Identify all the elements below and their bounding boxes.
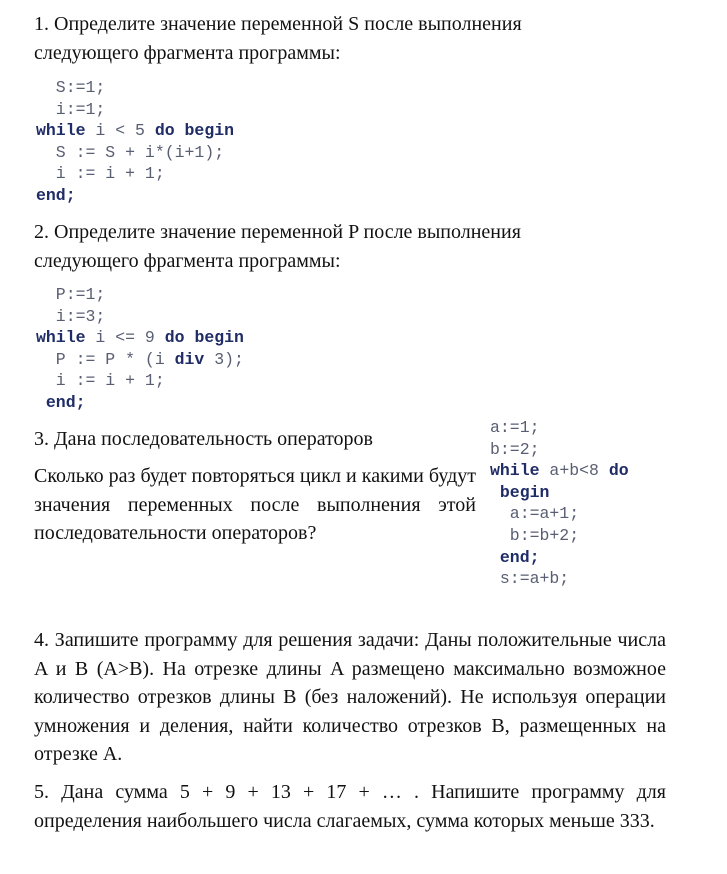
keyword: do begin (164, 328, 244, 348)
code-line: i := i + 1; (36, 164, 165, 184)
code-text: P := P * (i (36, 349, 175, 369)
keyword: end; (36, 185, 76, 205)
code-text: 3); (204, 349, 244, 369)
keyword: end; (45, 392, 86, 412)
task-5-text: 5. Дана сумма 5 + 9 + 13 + 17 + … . Напишите программу для определения наибольшего числа слагаемых, сумма которых меньше 333. (34, 781, 666, 832)
code-line: S := S + i*(i+1); (36, 142, 225, 162)
keyword: while (490, 461, 540, 481)
code-line: P:=1; (36, 285, 106, 304)
task-3-question: Сколько раз будет повторяться цикл и какими будут значения переменных после выполнения этой последовательности операторов? (34, 465, 476, 544)
code-line (36, 349, 244, 371)
code-line: s:=a+b; (490, 569, 570, 589)
code-line: i:=3; (36, 306, 106, 326)
task-4-text: 4. Запишите программу для решения задачи: Даны положительные числа A и B (A>B). На отрезке длины A размещено максимально возможное количество отрезков длины B (без наложений). Не используя операции умножения и деления, найти количество отрезков B, размещенных на отрезке A. (34, 629, 666, 765)
code-line (36, 327, 244, 349)
task-2-code (36, 284, 244, 414)
keyword: do begin (154, 121, 235, 141)
code-text (490, 548, 500, 567)
code-text: i <= 9 (85, 328, 165, 348)
code-line: b:=b+2; (490, 525, 580, 545)
keyword: while (36, 121, 86, 141)
code-line (490, 460, 629, 482)
code-line (36, 392, 244, 414)
code-text: a+b<8 (539, 461, 609, 481)
keyword: do (608, 461, 629, 481)
task-2-line-b: следующего фрагмента программы: (34, 249, 341, 272)
code-line (490, 482, 629, 504)
code-line: b:=2; (490, 439, 540, 459)
code-line: i := i + 1; (36, 371, 165, 391)
task-1-text (34, 10, 666, 67)
code-line: a:=a+1; (490, 504, 580, 524)
keyword: while (36, 328, 86, 348)
keyword: begin (499, 482, 550, 502)
code-text (36, 393, 46, 412)
task-1-code (36, 77, 234, 207)
code-line: a:=1; (490, 418, 540, 437)
task-3-title: 3. Дана последовательность операторов (34, 428, 374, 450)
keyword: div (174, 349, 205, 369)
task-2-text (34, 218, 666, 275)
task-2-line-a: 2. Определите значение переменной P после выполнения (34, 221, 521, 243)
code-text (490, 483, 500, 502)
task-3-code (490, 417, 629, 590)
code-line (490, 547, 629, 569)
code-line: S:=1; (36, 78, 106, 97)
keyword: end; (499, 547, 540, 567)
code-line (36, 185, 234, 207)
code-line (36, 120, 234, 142)
code-line: i:=1; (36, 99, 106, 119)
task-1-line-b: следующего фрагмента программы: (34, 41, 341, 64)
code-text: i < 5 (85, 121, 155, 141)
task-1-line-a: 1. Определите значение переменной S после выполнения (34, 13, 522, 35)
